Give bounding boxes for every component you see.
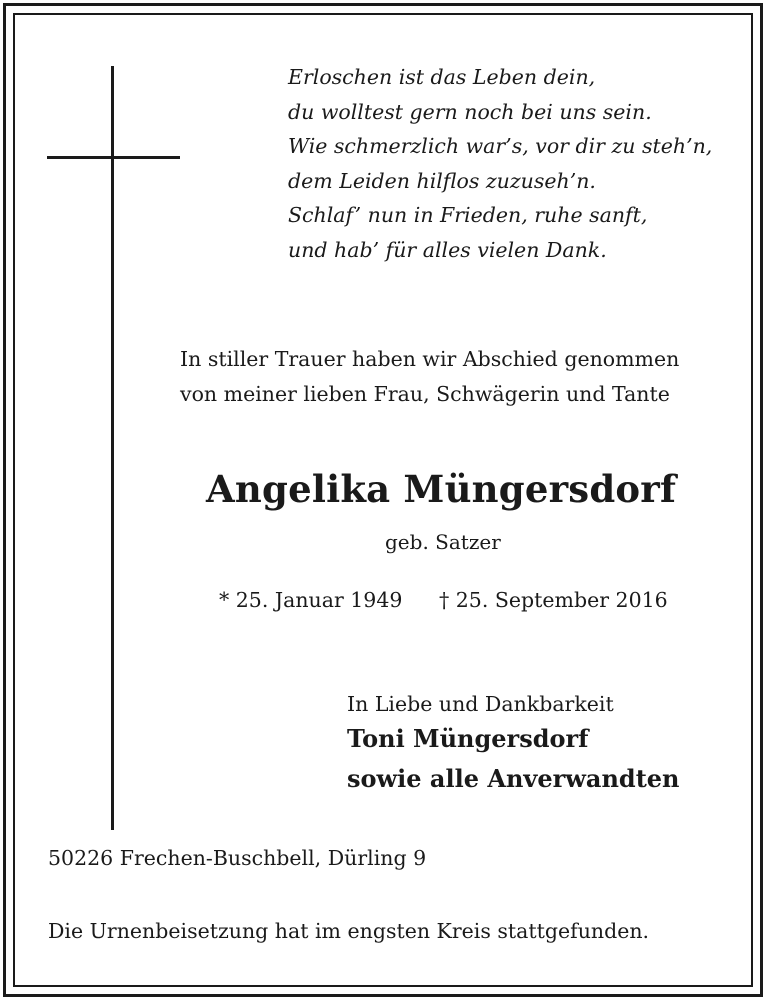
birth-date: * 25. Januar 1949 [219,588,403,612]
signer-name: Toni Müngersdorf [347,724,589,753]
poem-line: dem Leiden hilflos zuzuseh’n. [288,168,596,193]
cross-horizontal-bar [47,156,180,159]
poem-line: du wolltest gern noch bei uns sein. [288,99,652,124]
life-dates [219,585,668,615]
deceased-name: Angelika Müngersdorf [206,467,677,511]
announcement-line-1: In stiller Trauer haben wir Abschied genommen [180,347,680,371]
poem-line: Schlaf’ nun in Frieden, ruhe sanft, [288,203,648,227]
poem-line: Wie schmerzlich war’s, vor dir zu steh’n, [288,134,713,158]
announcement-line-2: von meiner lieben Frau, Schwägerin und Tante [180,381,670,406]
memorial-poem [288,60,728,267]
mourning-announcement [180,342,740,411]
poem-line: Erloschen ist das Leben dein, [288,65,596,89]
poem-line: und hab’ für alles vielen Dank. [288,237,607,262]
signer-relatives: sowie alle Anverwandten [347,764,680,793]
closing-section [347,689,747,799]
closing-phrase: In Liebe und Dankbarkeit [347,692,614,716]
death-date: † 25. September 2016 [438,588,668,612]
cross-vertical-bar [111,66,114,830]
birth-name: geb. Satzer [385,530,501,554]
address: 50226 Frechen-Buschbell, Dürling 9 [48,846,427,870]
burial-notice: Die Urnenbeisetzung hat im engsten Kreis stattgefunden. [48,919,650,943]
